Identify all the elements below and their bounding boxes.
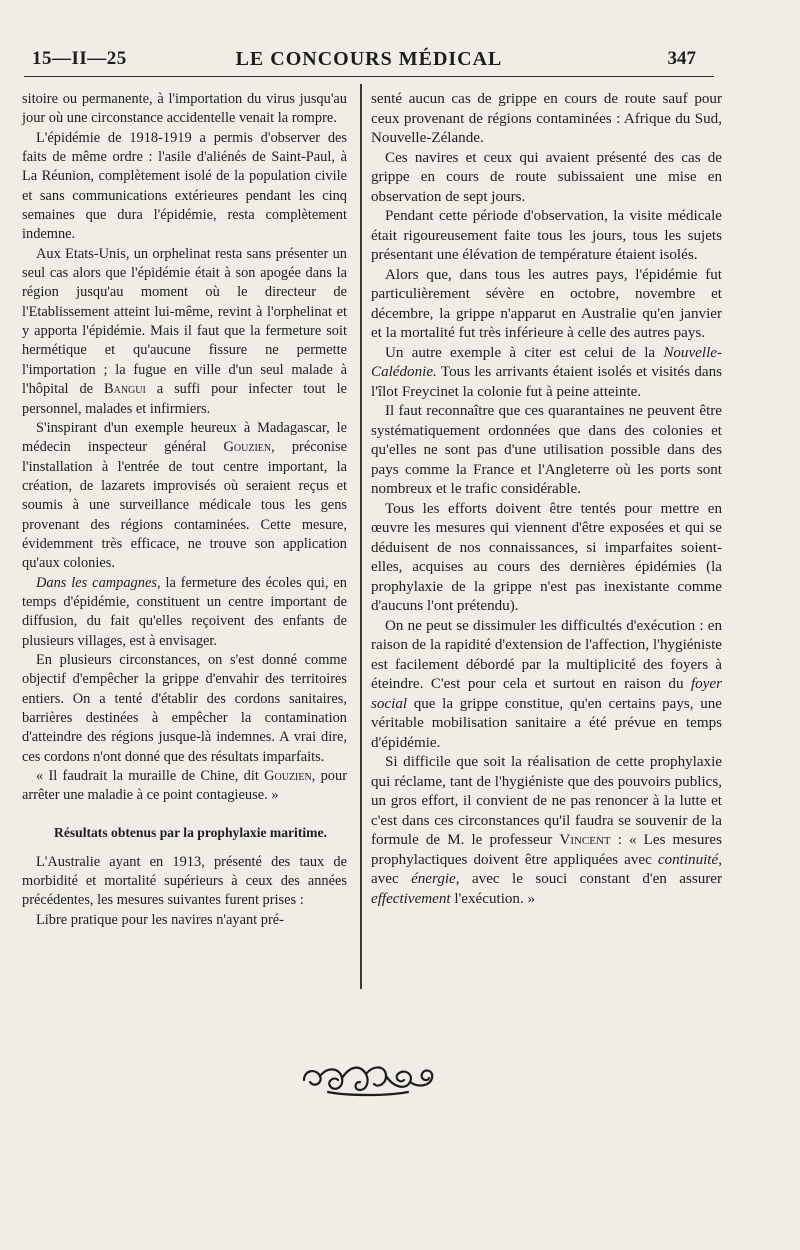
paragraph: senté aucun cas de grippe en cours de route sauf pour ceux provenant de régions contaminées : Afrique du Sud, Nouvelle-Zélande. xyxy=(371,91,722,146)
paragraph: L'Australie ayant en 1913, présenté des taux de morbidité et mortalité supérieurs à ceux des années précédentes, les mesures suivantes furent prises : xyxy=(22,853,347,909)
paragraph: S'inspirant d'un exemple heureux à Madagascar, le médecin inspecteur général Gouzien, préconise l'installation à l'entrée de tout centre important, la création, de lazarets improvisés où seraient reçus et soumis à une surveillance médicale tous les gens provenant des régions contaminées. Cette mesure, évidemment très efficace, ne trouve son application qu'aux colonies. xyxy=(22,419,347,572)
paragraph: On ne peut se dissimuler les difficultés d'exécution : en raison de la rapidité d'extension de l'affection, l'hygiéniste est facilement débordé par la multiplicité des foyers à éteindre. C'est pour cela et surtout en raison du foyer social que la grippe constitue, qu'en certains pays, une véritable mobilisation sanitaire a été prévue en temps d'épidémie. xyxy=(371,617,722,751)
journal-title: LE CONCOURS MÉDICAL xyxy=(235,48,503,70)
decorative-flourish-icon xyxy=(298,1058,438,1102)
paragraph: Dans les campagnes, la fermeture des écoles qui, en temps d'épidémie, constituent un centre important de diffusion, du fait qu'elles reçoivent des enfants de plusieurs villages, est à envisager. xyxy=(22,574,348,649)
paragraph: Libre pratique pour les navires n'ayant pré- xyxy=(36,911,284,928)
paragraph: L'épidémie de 1918-1919 a permis d'observer des faits de même ordre : l'asile d'aliénés de Saint-Paul, à La Réunion, complètement isolé de la population civile et sans communications extérieures pendant les cinq semaines que dura l'épidémie, resta complètement indemne. xyxy=(22,129,347,243)
right-column xyxy=(371,90,722,909)
paragraph: Alors que, dans tous les autres pays, l'épidémie fut particulièrement sévère en octobre, novembre et décembre, la grippe n'apparut en Australie qu'en janvier et la mortalité fut très inférieure à celle des autres pays. xyxy=(371,266,722,341)
section-heading: Résultats obtenus par la prophylaxie maritime. xyxy=(54,824,327,840)
running-header xyxy=(24,40,714,77)
page-number: 347 xyxy=(667,48,696,69)
paragraph: Il faut reconnaître que ces quarantaines ne peuvent être systématiquement ordonnées que dans des colonies et qu'elles ne sont pas d'une utilisation possible dans des pays comme la France et l'Angleterre où les ports sont nombreux et le trafic considérable. xyxy=(371,403,722,497)
column-divider xyxy=(360,84,362,989)
paragraph: Tous les efforts doivent être tentés pour mettre en œuvre les mesures qui viennent d'être exposées et qui se déduisent de nos connaissances, si imparfaites soient-elles, acquises au cours des dernières épidémies (la prophylaxie de la grippe n'est pas inexistante comme d'aucuns l'ont prétendu). xyxy=(371,500,722,614)
paragraph: En plusieurs circonstances, on s'est donné comme objectif d'empêcher la grippe d'envahir des territoires entiers. On a tenté d'établir des cordons sanitaires, barrières destinées à empêcher la contamination d'atteindre des régions jusque-là indemnes. A vrai dire, ces cordons n'ont donné que des résultats imparfaits. xyxy=(22,651,347,765)
paragraph: Un autre exemple à citer est celui de la Nouvelle-Calédonie. Tous les arrivants étaient isolés et visités dans l'îlot Freycinet la colonie fut à peine atteinte. xyxy=(371,344,722,400)
left-column xyxy=(22,90,347,930)
paragraph: Si difficile que soit la réalisation de cette prophylaxie qui réclame, tant de l'hygiéniste que des pouvoirs publics, un gros effort, il convient de ne pas renoncer à la lutte et c'est dans ces circonstances qu'il faudra se souvenir de la formule de M. le professeur Vincent : « Les mesures prophylactiques doivent être appliquées avec continuité, avec énergie, avec le souci constant d'en assurer effectivement l'exécution. » xyxy=(371,754,722,907)
quotation: « Il faudrait la muraille de Chine, dit Gouzien, pour arrêter une maladie à ce point contagieuse. » xyxy=(22,768,347,804)
paragraph: Ces navires et ceux qui avaient présenté des cas de grippe en cours de route subissaient une mise en observation de sept jours. xyxy=(371,149,722,205)
paragraph: Aux Etats-Unis, un orphelinat resta sans présenter un seul cas alors que l'épidémie était à son apogée dans la région jusqu'au moment où le directeur de l'Etablissement atteint lui-même, revint à l'orphelinat et y apporta l'épidémie. Mais il faut que la fermeture soit hermétique et qu'aucune fissure ne permette l'importation ; la fugue en ville d'un seul malade à l'hôpital de Bangui a suffi pour infecter tout le personnel, malades et infirmiers. xyxy=(22,245,347,417)
paragraph: Pendant cette période d'observation, la visite médicale était rigoureusement faite tous les jours, tous les sujets présentant une élévation de température étaient isolés. xyxy=(371,208,722,263)
issue-date: 15—II—25 xyxy=(32,48,127,69)
paragraph: sitoire ou permanente, à l'importation du virus jusqu'au jour où une circonstance accidentelle venait la rompre. xyxy=(22,91,347,127)
